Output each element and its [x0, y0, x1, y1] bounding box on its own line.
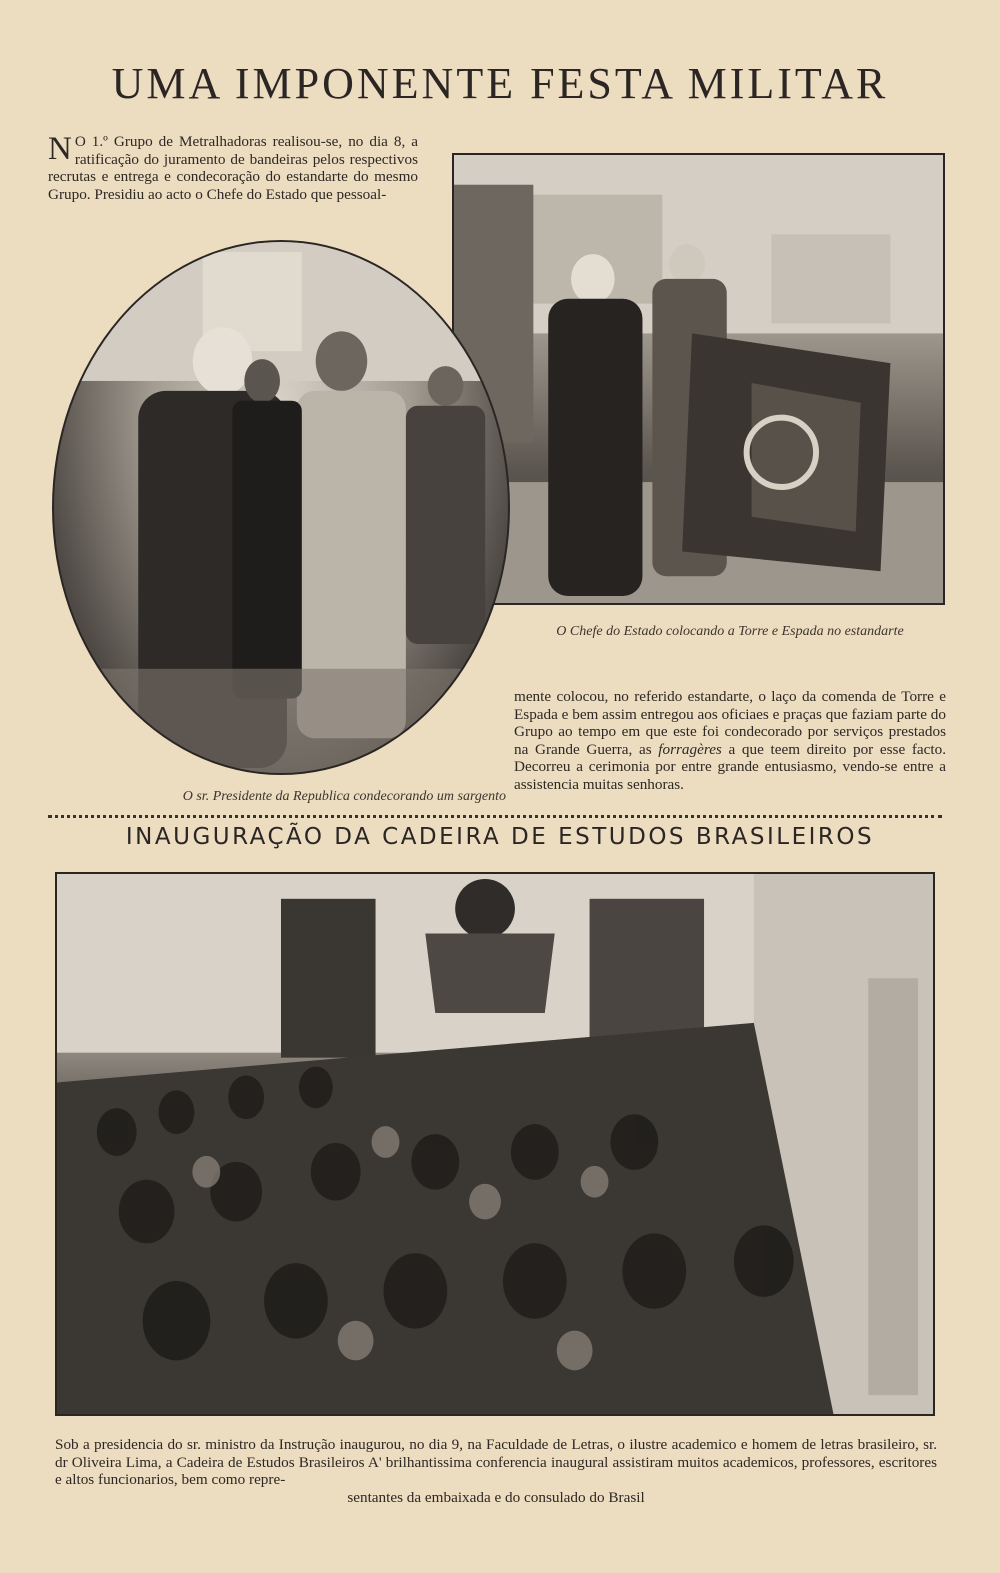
lecture-caption: [55, 1436, 937, 1506]
lecture-caption-text: Sob a presidencia do sr. ministro da Instrução inaugurou, no dia 9, na Faculdade de Letras, o ilustre academico e homem de letras brasileiro, sr. dr Oliveira Lima, a Cadeira de Estudos Brasileiros A' brilhantissima conferencia inaugural assistiram muitos academicos, professores, escritores e altos funcionarios, bem como repre-: [55, 1436, 937, 1488]
photo-lecture-hall: [55, 872, 935, 1416]
photo-president-decorating-image: [54, 242, 508, 773]
drop-cap: N: [48, 131, 72, 167]
lecture-caption-last-line: sentantes da embaixada e do consulado do Brasil: [347, 1488, 645, 1506]
page-headline: UMA IMPONENTE FESTA MILITAR: [111, 59, 889, 108]
caption-standard-ceremony: O Chefe do Estado colocando a Torre e Espada no estandarte: [556, 624, 904, 639]
continuation-text-b: a que teem direito por esse facto. Decorreu a cerimonia por entre grande entusiasmo, vendo-se entre a assistencia muitas senhoras.: [514, 740, 946, 793]
section-divider: [48, 815, 942, 818]
photo-lecture-hall-image: [57, 874, 933, 1414]
photo-president-decorating: [52, 240, 510, 775]
continuation-text-a: mente colocou, no referido estandarte, o laço da comenda de Torre e Espada e bem assim entregou aos oficiaes e praças que faziam parte do Grupo ao tempo em que este foi condecorado por serviços prestados na Grande Guerra, as: [514, 688, 946, 758]
photo-standard-ceremony: [452, 153, 945, 605]
section-heading: INAUGURAÇÃO DA CADEIRA DE ESTUDOS BRASILEIROS: [125, 824, 875, 850]
continuation-italic-word: forragères: [658, 740, 722, 758]
article-continuation-paragraph: [514, 688, 946, 793]
photo-standard-ceremony-image: [454, 155, 943, 603]
article-intro-paragraph: [48, 133, 418, 203]
caption-president-decorating: O sr. Presidente da Republica condecorando um sargento: [182, 789, 506, 804]
intro-text: O 1.º Grupo de Metralhadoras realisou-se, no dia 8, a ratificação do juramento de bandeiras pelos respectivos recrutas e entrega e condecoração do estandarte do mesmo Grupo. Presidiu ao acto o Chefe do Estado que pessoal-: [48, 133, 418, 203]
